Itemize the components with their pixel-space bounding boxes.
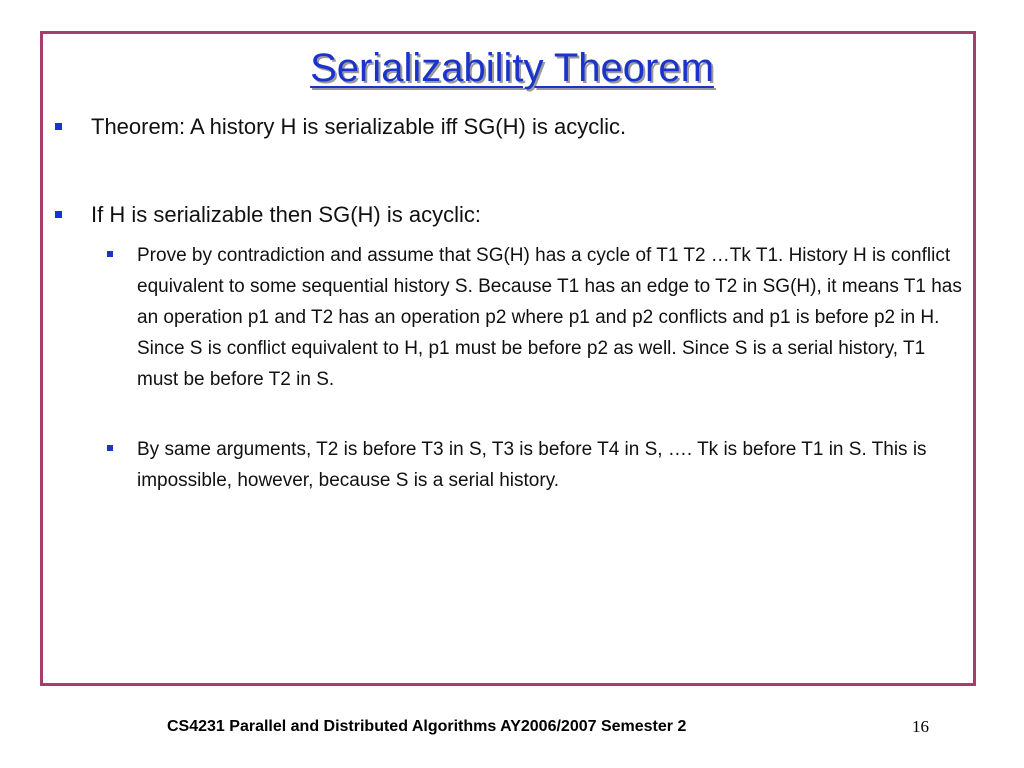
- sub-bullet-same-arguments: [137, 434, 963, 496]
- page-number: 16: [912, 717, 929, 736]
- square-bullet-icon: [107, 445, 113, 451]
- bullet-proof-direction: [91, 201, 951, 229]
- bullet-theorem: [91, 113, 951, 141]
- sub-bullet-text: Prove by contradiction and assume that SG(H) has a cycle of T1 T2 …Tk T1. History H is conflict equivalent to some sequential history S. Because T1 has an edge to T2 in SG(H), it means T1 has an operation p1 and T2 has an operation p2 where p1 and p2 conflicts and p1 is before p2 in H. Since S is conflict equivalent to H, p1 must be before p2 as well. Since S is a serial history, T1 must be before T2 in S.: [137, 245, 962, 390]
- sub-bullet-text: By same arguments, T2 is before T3 in S, T3 is before T4 in S, …. Tk is before T1 in S. This is impossible, however, because S is a serial history.: [137, 439, 927, 491]
- square-bullet-icon: [55, 211, 62, 218]
- square-bullet-icon: [55, 123, 62, 130]
- slide-footer: CS4231 Parallel and Distributed Algorithms AY2006/2007 Semester 2: [167, 718, 687, 735]
- bullet-text: If H is serializable then SG(H) is acyclic:: [91, 202, 481, 227]
- slide-title: Serializability Theorem: [310, 46, 714, 90]
- sub-bullet-contradiction: [137, 240, 963, 395]
- square-bullet-icon: [107, 251, 113, 257]
- bullet-text: Theorem: A history H is serializable iff SG(H) is acyclic.: [91, 114, 627, 139]
